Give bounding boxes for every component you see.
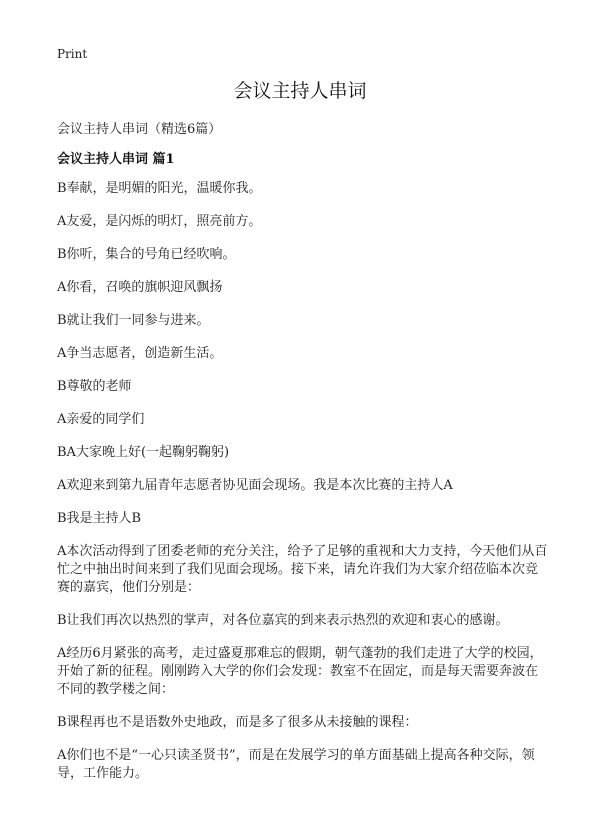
paragraph: A争当志愿者，创造新生活。 bbox=[57, 346, 223, 361]
paragraph: A你们也不是“一心只读圣贤书”，而是在发展学习的单方面基础上提高各种交际，领导，工作能力。 bbox=[57, 748, 535, 781]
paragraph: A亲爱的同学们 bbox=[57, 412, 145, 427]
paragraph: B就让我们一同参与进来。 bbox=[57, 313, 210, 328]
paragraph: BA大家晚上好(一起鞠躬鞠躬) bbox=[57, 445, 230, 460]
paragraph: A友爱，是闪烁的明灯，照亮前方。 bbox=[57, 214, 262, 229]
document-subtitle: 会议主持人串词（精选6篇） bbox=[57, 122, 222, 137]
paragraph: A你看，召唤的旗帜迎风飘扬 bbox=[57, 280, 223, 295]
paragraph: A本次活动得到了团委老师的充分关注，给予了足够的重视和大力支持，今天他们从百忙之中抽出时间来到了我们见面会现场。接下来，请允许我们为大家介绍莅临本次竞赛的嘉宾，他们分别是： bbox=[57, 544, 548, 595]
paragraph: B课程再也不是语数外史地政，而是多了很多从未接触的课程： bbox=[57, 715, 418, 730]
paragraph: B我是主持人B bbox=[57, 511, 142, 526]
paragraph: A经历6月紧张的高考，走过盛夏那难忘的假期，朝气蓬勃的我们走进了大学的校园，开始了新的征程。刚刚跨入大学的你们会发现：教室不在固定，而是每天需要奔波在不同的教学楼之间： bbox=[57, 646, 543, 697]
paragraph: B尊敬的老师 bbox=[57, 379, 132, 394]
paragraph-list bbox=[57, 180, 550, 798]
paragraph: B奉献，是明媚的阳光，温暖你我。 bbox=[57, 181, 262, 196]
section-heading: 会议主持人串词 篇1 bbox=[57, 152, 175, 167]
paragraph: B让我们再次以热烈的掌声，对各位嘉宾的到来表示热烈的欢迎和衷心的感谢。 bbox=[57, 613, 509, 628]
paragraph: B你听，集合的号角已经吹响。 bbox=[57, 247, 236, 262]
paragraph: A欢迎来到第九届青年志愿者协见面会现场。我是本次比赛的主持人A bbox=[57, 478, 453, 493]
document-title: 会议主持人串词 bbox=[233, 80, 367, 102]
print-label: Print bbox=[57, 47, 88, 61]
